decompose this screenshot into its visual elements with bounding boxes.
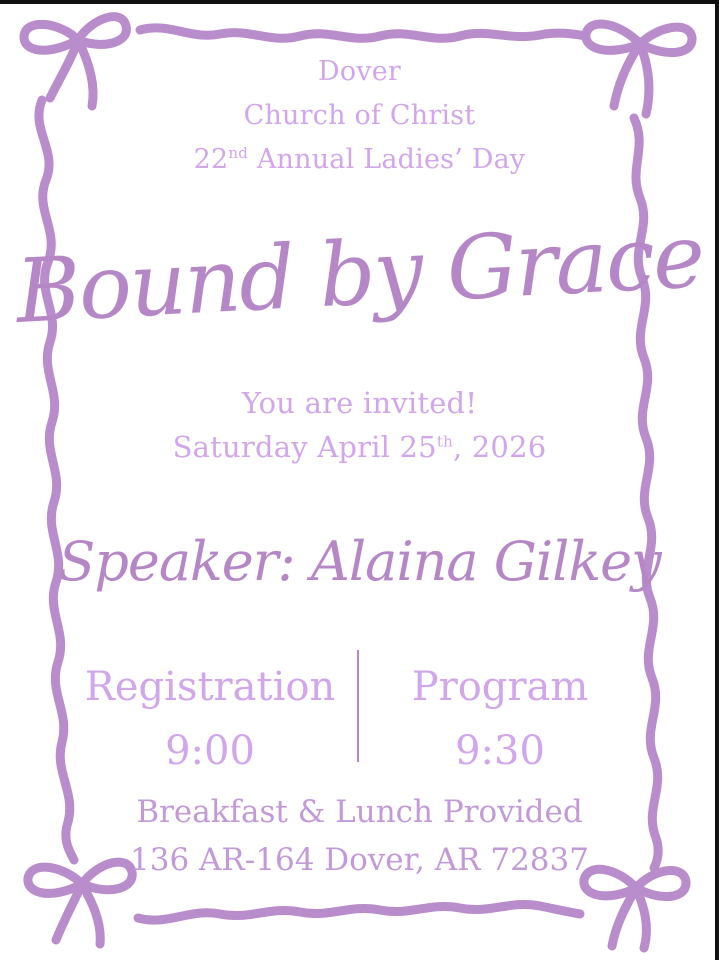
program-time: 9:30 xyxy=(455,728,545,774)
registration-time: 9:00 xyxy=(165,728,255,774)
schedule-divider xyxy=(357,650,359,762)
date-prefix: Saturday April 25 xyxy=(172,430,437,464)
ribbon-bow-icon xyxy=(584,869,686,948)
top-ribbon xyxy=(140,28,585,38)
annual-suffix: nd xyxy=(228,144,249,162)
event-address: 136 AR-164 Dover, AR 72837 xyxy=(130,842,589,878)
invite-line: You are invited! xyxy=(241,386,478,420)
church-name: Church of Christ xyxy=(243,100,476,131)
registration-label: Registration xyxy=(84,664,336,710)
church-city: Dover xyxy=(317,56,402,87)
event-date xyxy=(0,430,719,464)
annual-number: 22 xyxy=(193,144,229,175)
date-suffix: th xyxy=(436,432,453,451)
event-name xyxy=(0,144,719,175)
date-rest: , 2026 xyxy=(452,430,547,464)
annual-rest: Annual Ladies’ Day xyxy=(248,144,526,175)
bottom-ribbon xyxy=(138,904,580,920)
speaker-name: Speaker: Alaina Gilkey xyxy=(58,530,661,593)
event-title: Bound by Grace xyxy=(13,204,706,343)
program-label: Program xyxy=(411,664,589,710)
meals-provided: Breakfast & Lunch Provided xyxy=(136,794,583,830)
